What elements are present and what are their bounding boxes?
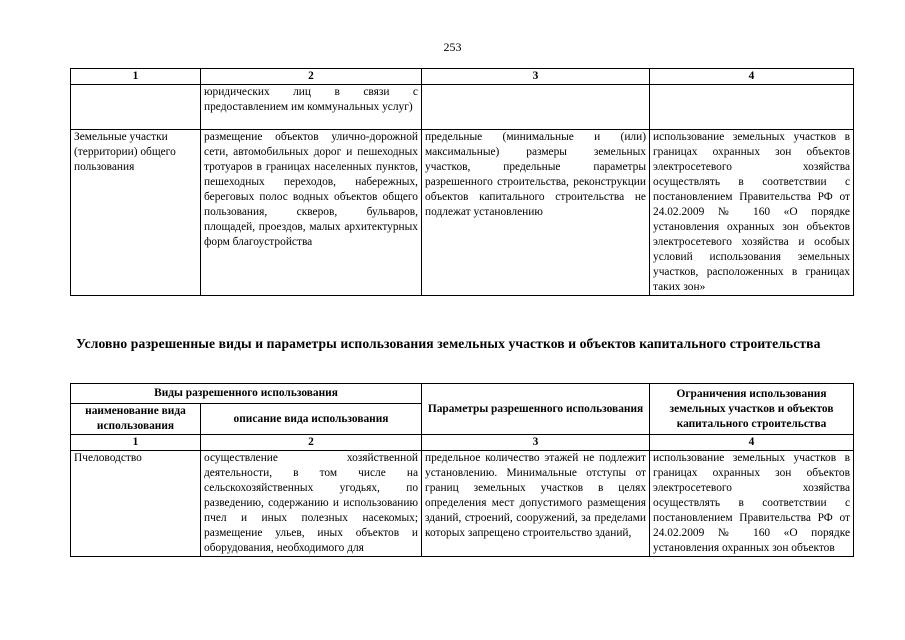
cell-name: Пчеловодство <box>71 451 201 557</box>
cell-description: юридических лиц в связи с предоставлением им коммунальных услуг) <box>201 85 422 130</box>
cell-name <box>71 85 201 130</box>
table-row <box>71 130 854 296</box>
header-uses-group: Виды разрешенного использования <box>71 384 422 404</box>
col-number-4: 4 <box>650 435 854 451</box>
cell-parameters: предельное количество этажей не подлежит установлению. Минимальные отступы от границ земельных участков в целях определения мест допустимого размещения зданий, строений, сооружений, за пределами которых запрещено строительство зданий, <box>422 451 650 557</box>
col-number-1: 1 <box>71 435 201 451</box>
cell-name: Земельные участки (территории) общего пользования <box>71 130 201 296</box>
col-number-3: 3 <box>422 69 650 85</box>
col-number-3: 3 <box>422 435 650 451</box>
page-number: 253 <box>443 40 462 54</box>
table-row <box>71 451 854 557</box>
permitted-uses-table <box>70 68 854 296</box>
header-row <box>71 384 854 404</box>
column-number-row <box>71 435 854 451</box>
col-number-2: 2 <box>201 435 422 451</box>
col-number-4: 4 <box>650 69 854 85</box>
header-use-description: описание вида использования <box>201 404 422 435</box>
col-number-1: 1 <box>71 69 201 85</box>
col-number-2: 2 <box>201 69 422 85</box>
table-row <box>71 85 854 130</box>
cell-parameters <box>422 85 650 130</box>
header-parameters: Параметры разрешенного использования <box>422 384 650 435</box>
conditional-uses-table <box>70 383 854 557</box>
column-number-row <box>71 69 854 85</box>
header-restrictions: Ограничения использования земельных участков и объектов капитального строительства <box>650 384 854 435</box>
header-use-name: наименование вида использования <box>71 404 201 435</box>
section-heading: Условно разрешенные виды и параметры использования земельных участков и объектов капитального строительства <box>76 336 821 351</box>
cell-restrictions: использование земельных участков в границах охранных зон объектов электросетевого хозяйства осуществлять в соответствии с постановлением Правительства РФ от 24.02.2009 № 160 «О порядке установления охранных зон объектов <box>650 451 854 557</box>
cell-restrictions <box>650 85 854 130</box>
cell-restrictions: использование земельных участков в границах охранных зон объектов электросетевого хозяйства осуществлять в соответствии с постановлением Правительства РФ от 24.02.2009 № 160 «О порядке установления охранных зон объектов электросетевого хозяйства и особых условий использования земельных участков, расположенных в границах таких зон» <box>650 130 854 296</box>
cell-description: осуществление хозяйственной деятельности, в том числе на сельскохозяйственных угодьях, по разведению, содержанию и использованию пчел и иных полезных насекомых; размещение ульев, иных объектов и оборудования, необходимого для <box>201 451 422 557</box>
cell-parameters: предельные (минимальные и (или) максимальные) размеры земельных участков, предельные параметры разрешенного строительства, реконструкции объектов капитального строительства не подлежат установлению <box>422 130 650 296</box>
cell-description: размещение объектов улично-дорожной сети, автомобильных дорог и пешеходных тротуаров в границах населенных пунктов, пешеходных переходов, набережных, береговых полос водных объектов общего пользования, скверов, бульваров, площадей, проездов, малых архитектурных форм благоустройства <box>201 130 422 296</box>
